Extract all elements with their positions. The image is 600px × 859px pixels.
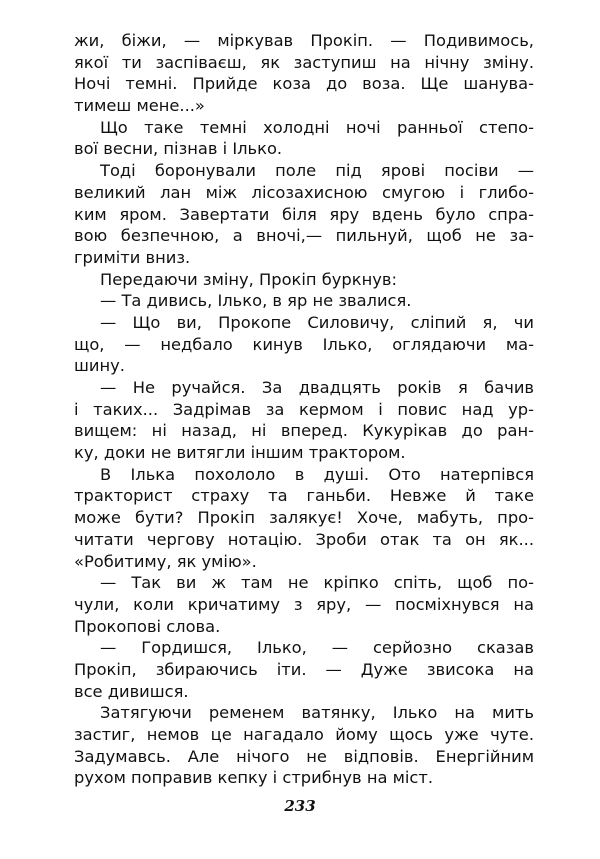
text-line: вою безпечною, а вночі,— пильнуй, щоб не за- — [74, 226, 534, 246]
text-line: Що таке темні холодні ночі ранньої степо- — [100, 117, 534, 137]
text-line: Задумавсь. Але нічого не відповів. Енергійним — [74, 746, 534, 766]
page-number: 233 — [284, 797, 316, 815]
text-line: — Що ви, Прокопе Силовичу, сліпий я, чи — [100, 312, 534, 332]
text-line: шину. — [74, 356, 125, 376]
text-line: може бути? Прокіп залякує! Хоче, мабуть, про- — [74, 508, 534, 528]
text-line: Прокіп, збираючись іти. — Дуже звисока на — [74, 659, 534, 679]
text-line: тракторист страху та ганьби. Невже й таке — [74, 486, 534, 506]
text-line: жи, біжи, — міркував Прокіп. — Подивимось, — [74, 31, 534, 50]
text-line: якої ти заспіваєш, як заступиш на нічну зміну. — [74, 52, 534, 72]
text-line: застиг, немов це нагадало йому щось уже чуте. — [74, 725, 534, 744]
text-line: все дивишся. — [74, 681, 189, 701]
text-line: Прокопові слова. — [74, 616, 221, 636]
text-line: читати чергову нотацію. Зроби отак та он як... — [74, 529, 534, 549]
text-line: вої весни, пізнав і Ілько. — [74, 139, 283, 159]
text-line: великий лан між лісозахисною смугою і глибо- — [74, 182, 534, 202]
text-line: Тоді боронували поле під ярові посіви — — [100, 161, 534, 181]
text-line: — Не ручайся. За двадцять років я бачив — [100, 378, 534, 397]
text-line: ким яром. Завертати біля яру вдень було спра- — [74, 204, 534, 224]
text-line: вищем: ні назад, ні вперед. Кукурікав до ран- — [74, 421, 534, 441]
text-line: — Гордишся, Ілько, — серйозно сказав — [100, 638, 534, 658]
text-line: — Та дивись, Ілько, в яр не звалися. — [100, 291, 412, 311]
text-line: Затягуючи ременем ватянку, Ілько на мить — [100, 703, 534, 723]
text-line: рухом поправив кепку і стрибнув на міст. — [74, 768, 434, 788]
text-line: «Робитиму, як умію». — [74, 551, 257, 571]
text-line: чули, коли кричатиму з яру, — посміхнувся на — [74, 594, 534, 614]
text-line: і таких... Задрімав за кермом і повис над ур- — [74, 399, 534, 419]
text-line: що, — недбало кинув Ілько, оглядаючи ма- — [74, 334, 534, 354]
page-text — [74, 30, 534, 789]
text-line: — Так ви ж там не кріпко спіть, щоб по- — [100, 573, 534, 593]
text-line: В Ілька похололо в душі. Ото натерпівся — [100, 464, 534, 484]
text-line: Ночі темні. Прийде коза до воза. Ще шанува- — [74, 74, 534, 94]
text-line: ку, доки не витягли іншим трактором. — [74, 443, 406, 463]
text-line: гриміти вниз. — [74, 247, 191, 267]
text-line: Передаючи зміну, Прокіп буркнув: — [100, 269, 397, 289]
text-line: тимеш мене...» — [74, 96, 205, 116]
